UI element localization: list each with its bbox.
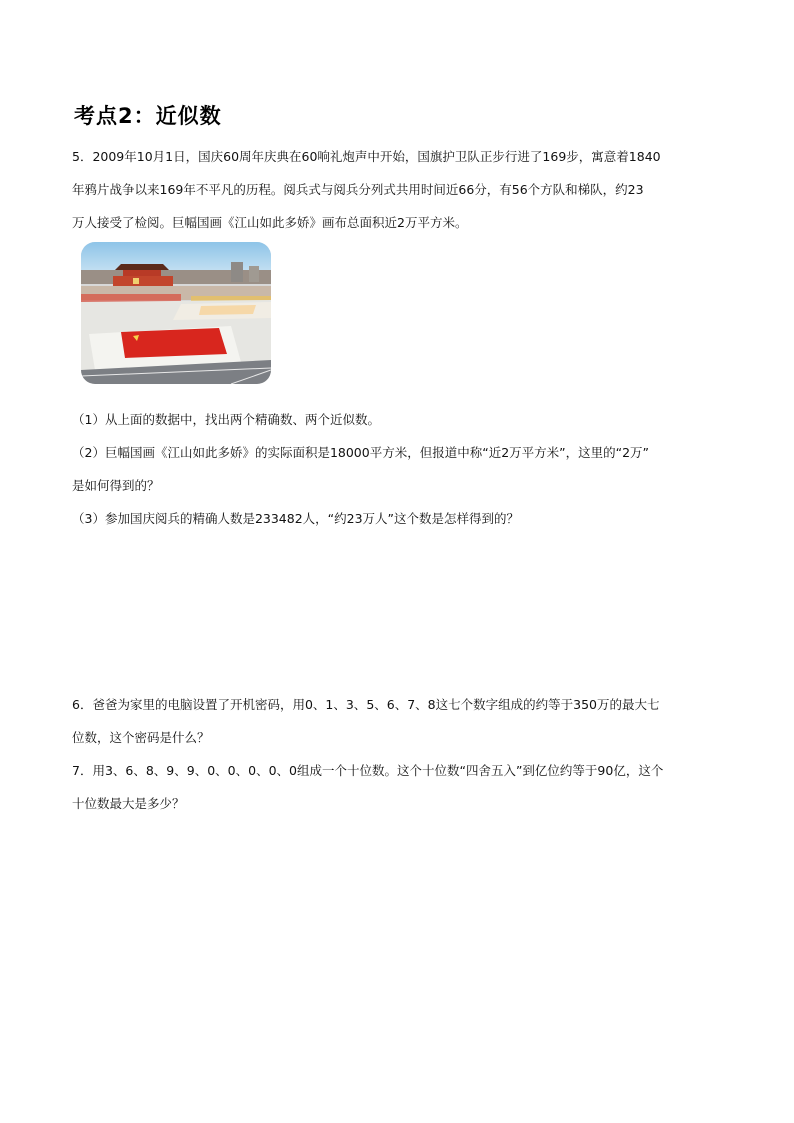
q7-line-1: 7．用3、6、8、9、9、0、0、0、0、0组成一个十位数。这个十位数“四舍五入”到亿位约等于90亿，这个 <box>72 763 664 778</box>
q6-line-1: 6．爸爸为家里的电脑设置了开机密码，用0、1、3、5、6、7、8这七个数字组成的约等于350万的最大七 <box>72 697 660 712</box>
question-5-text <box>72 140 724 239</box>
q5-line-2: 年鸦片战争以来169年不平凡的历程。阅兵式与阅兵分列式共用时间近66分，有56个方队和梯队，约23 <box>72 182 644 197</box>
section-title: 考点2：近似数 <box>74 104 222 128</box>
question-5-subquestions <box>72 403 724 535</box>
question-6-text <box>72 688 724 754</box>
question-7-text <box>72 754 724 820</box>
q6-line-2: 位数，这个密码是什么？ <box>72 730 210 745</box>
q5-sub-1: （1）从上面的数据中，找出两个精确数、两个近似数。 <box>72 412 380 427</box>
parade-photo <box>81 242 271 384</box>
q5-sub-2-line-1: （2）巨幅国画《江山如此多娇》的实际面积是18000平方米，但报道中称“近2万平方米”，这里的“2万” <box>72 445 650 460</box>
q5-sub-3: （3）参加国庆阅兵的精确人数是233482人，“约23万人”这个数是怎样得到的？ <box>72 511 520 526</box>
q7-line-2: 十位数最大是多少？ <box>72 796 185 811</box>
q5-sub-2-line-2: 是如何得到的？ <box>72 478 160 493</box>
q5-line-3: 万人接受了检阅。巨幅国画《江山如此多娇》画布总面积近2万平方米。 <box>72 215 468 230</box>
q5-line-1: 5．2009年10月1日，国庆60周年庆典在60响礼炮声中开始，国旗护卫队正步行进了169步，寓意着1840 <box>72 149 661 164</box>
